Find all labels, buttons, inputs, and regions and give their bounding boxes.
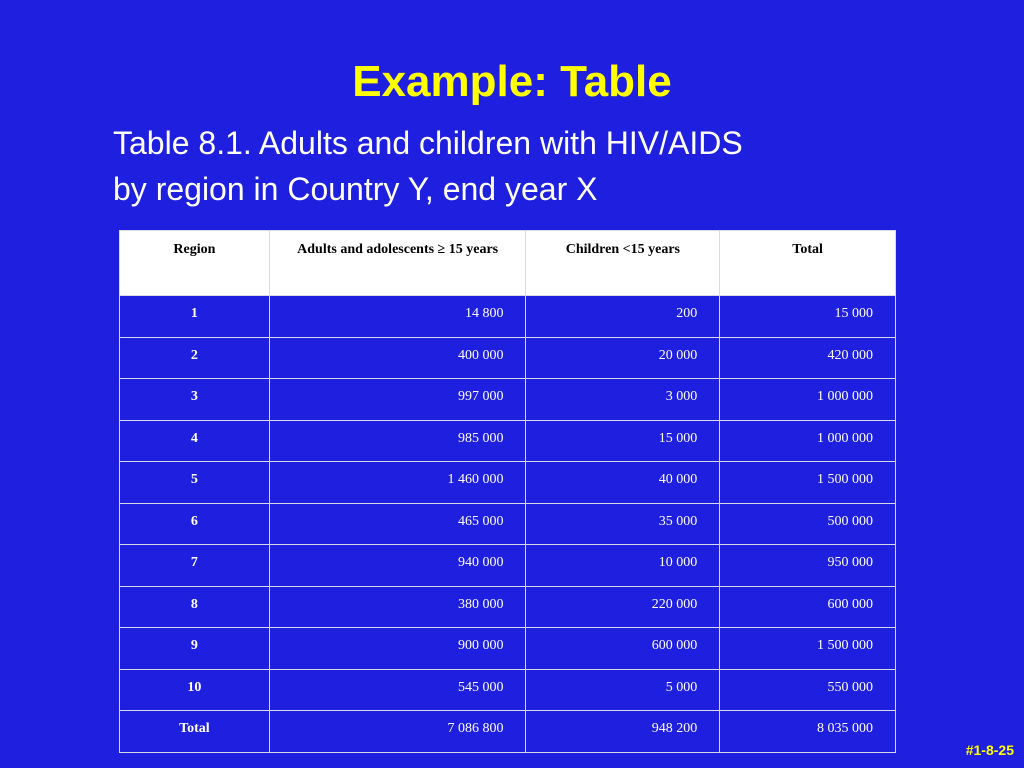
cell-children: 20 000 — [526, 337, 720, 379]
hiv-aids-table — [119, 230, 896, 753]
cell-children: 35 000 — [526, 503, 720, 545]
cell-region: 7 — [120, 545, 270, 587]
cell-total: 1 000 000 — [720, 379, 896, 421]
cell-region: 9 — [120, 628, 270, 670]
cell-children: 5 000 — [526, 669, 720, 711]
cell-region: 2 — [120, 337, 270, 379]
table-row — [120, 503, 896, 545]
cell-total: 600 000 — [720, 586, 896, 628]
table-row — [120, 669, 896, 711]
cell-adults: 900 000 — [269, 628, 526, 670]
cell-total: 550 000 — [720, 669, 896, 711]
cell-children: 200 — [526, 296, 720, 338]
cell-region: 10 — [120, 669, 270, 711]
header-adults: Adults and adolescents ≥ 15 years — [269, 231, 526, 296]
cell-total: 1 000 000 — [720, 420, 896, 462]
cell-children: 40 000 — [526, 462, 720, 504]
cell-region: 4 — [120, 420, 270, 462]
cell-total: 500 000 — [720, 503, 896, 545]
cell-region: 8 — [120, 586, 270, 628]
header-region: Region — [120, 231, 270, 296]
cell-region: 3 — [120, 379, 270, 421]
table-row — [120, 296, 896, 338]
cell-total: 950 000 — [720, 545, 896, 587]
table-row — [120, 545, 896, 587]
cell-region: Total — [120, 711, 270, 753]
cell-adults: 545 000 — [269, 669, 526, 711]
cell-adults: 7 086 800 — [269, 711, 526, 753]
slide-number: #1-8-25 — [965, 742, 1014, 758]
table-row — [120, 462, 896, 504]
cell-adults: 985 000 — [269, 420, 526, 462]
table-row — [120, 379, 896, 421]
cell-adults: 14 800 — [269, 296, 526, 338]
cell-adults: 380 000 — [269, 586, 526, 628]
cell-children: 948 200 — [526, 711, 720, 753]
cell-total: 8 035 000 — [720, 711, 896, 753]
cell-children: 220 000 — [526, 586, 720, 628]
table-row — [120, 711, 896, 753]
table-caption — [113, 120, 933, 212]
table-row — [120, 586, 896, 628]
slide-title: Example: Table — [352, 57, 672, 106]
caption-line-2: by region in Country Y, end year X — [113, 171, 598, 207]
header-total: Total — [720, 231, 896, 296]
cell-adults: 1 460 000 — [269, 462, 526, 504]
cell-children: 600 000 — [526, 628, 720, 670]
header-children: Children <15 years — [526, 231, 720, 296]
cell-children: 3 000 — [526, 379, 720, 421]
cell-region: 6 — [120, 503, 270, 545]
cell-children: 15 000 — [526, 420, 720, 462]
caption-line-1: Table 8.1. Adults and children with HIV/AIDS — [113, 125, 743, 161]
table-row — [120, 628, 896, 670]
cell-region: 5 — [120, 462, 270, 504]
cell-total: 1 500 000 — [720, 462, 896, 504]
cell-region: 1 — [120, 296, 270, 338]
cell-adults: 400 000 — [269, 337, 526, 379]
cell-children: 10 000 — [526, 545, 720, 587]
table-header-row — [120, 231, 896, 296]
cell-total: 15 000 — [720, 296, 896, 338]
table-row — [120, 337, 896, 379]
table-row — [120, 420, 896, 462]
cell-total: 420 000 — [720, 337, 896, 379]
cell-adults: 940 000 — [269, 545, 526, 587]
table-body — [120, 296, 896, 753]
cell-adults: 465 000 — [269, 503, 526, 545]
cell-adults: 997 000 — [269, 379, 526, 421]
cell-total: 1 500 000 — [720, 628, 896, 670]
